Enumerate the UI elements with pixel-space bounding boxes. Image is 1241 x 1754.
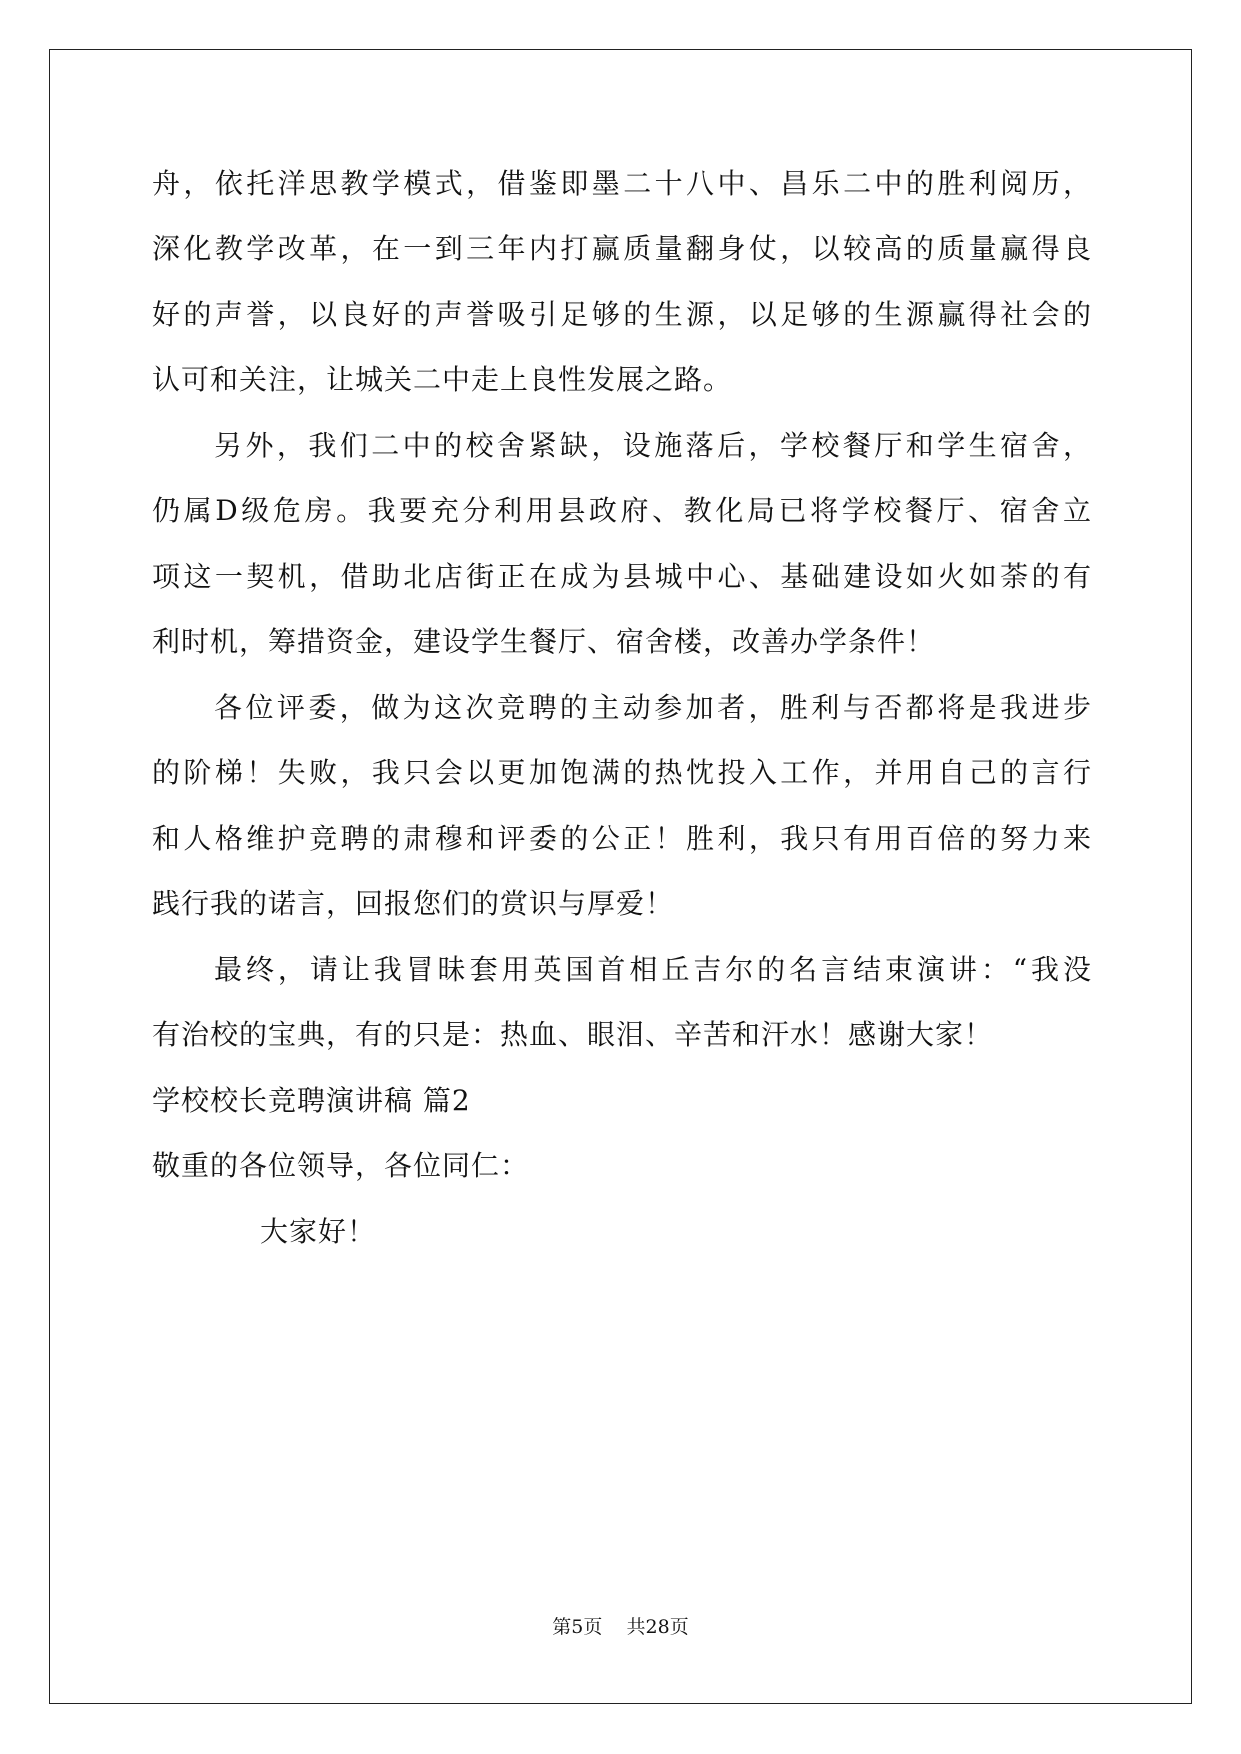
paragraph-line: 践行我的诺言，回报您们的赏识与厚爱！ [152,887,675,920]
page-number: 第5页 [552,1616,603,1638]
paragraph-line: 另外，我们二中的校舍紧缺，设施落后，学校餐厅和学生宿舍， [214,429,1092,462]
paragraph-line: 好的声誉，以良好的声誉吸引足够的生源，以足够的生源赢得社会的 [152,298,1092,331]
paragraph-line: 最终，请让我冒昧套用英国首相丘吉尔的名言结束演讲：“我没 [214,953,1092,986]
section-heading: 学校校长竞聘演讲稿 篇2 [152,1084,471,1117]
paragraph-line: 和人格维护竞聘的肃穆和评委的公正！胜利，我只有用百倍的努力来 [152,822,1092,855]
greeting: 大家好！ [260,1215,377,1248]
salutation: 敬重的各位领导，各位同仁： [152,1149,530,1182]
paragraph-line: 利时机，筹措资金，建设学生餐厅、宿舍楼，改善办学条件！ [152,625,936,658]
paragraph-line: 的阶梯！失败，我只会以更加饱满的热忱投入工作，并用自己的言行 [152,756,1092,789]
paragraph-line: 深化教学改革，在一到三年内打赢质量翻身仗，以较高的质量赢得良 [152,232,1092,265]
paragraph-line: 有治校的宝典，有的只是：热血、眼泪、辛苦和汗水！感谢大家！ [152,1018,994,1051]
paragraph-line: 项这一契机，借助北店街正在成为县城中心、基础建设如火如荼的有 [152,560,1092,593]
page-total: 共28页 [626,1616,689,1638]
page-footer [0,1614,1241,1640]
paragraph-line: 舟，依托洋思教学模式，借鉴即墨二十八中、昌乐二中的胜利阅历， [152,167,1092,200]
paragraph-line: 仍属D级危房。我要充分利用县政府、教化局已将学校餐厅、宿舍立 [152,494,1092,527]
paragraph-line: 各位评委，做为这次竞聘的主动参加者，胜利与否都将是我进步 [214,691,1092,724]
paragraph-line: 认可和关注，让城关二中走上良性发展之路。 [152,363,733,396]
